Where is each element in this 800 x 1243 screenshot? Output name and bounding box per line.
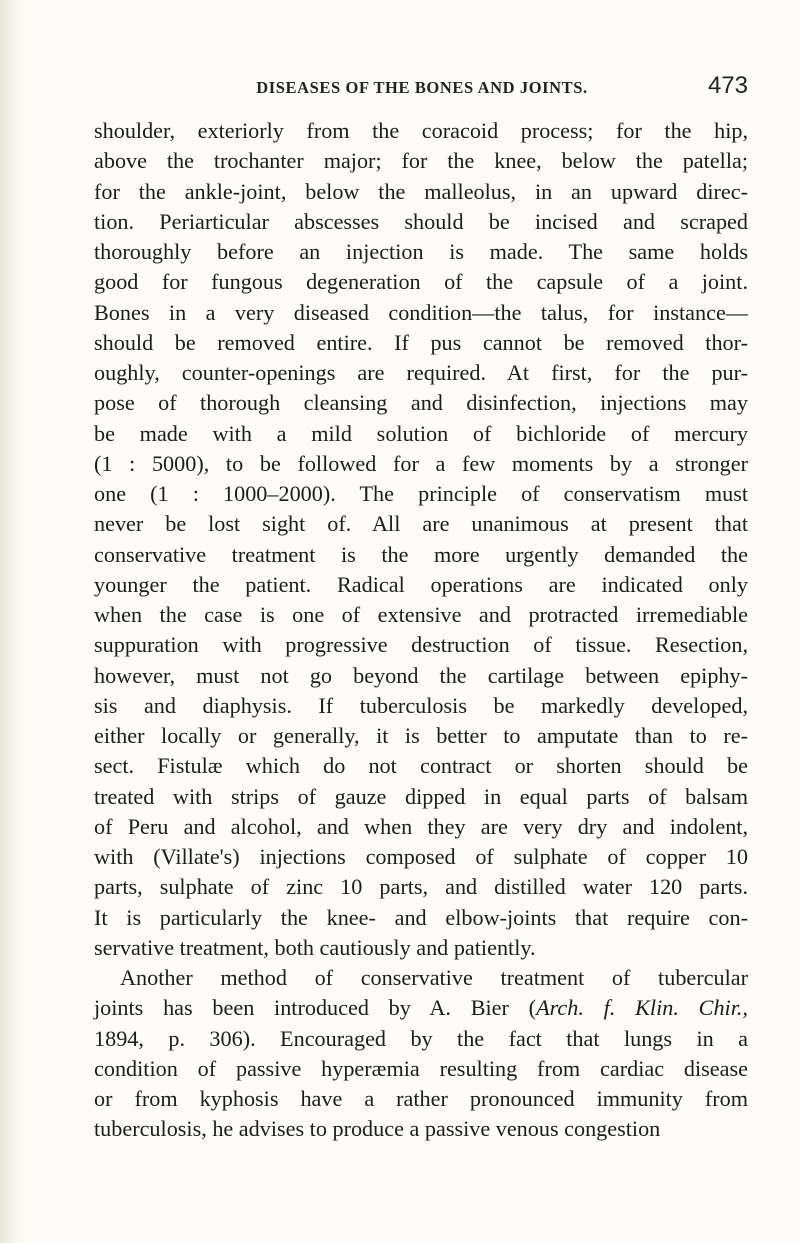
running-head: DISEASES OF THE BONES AND JOINTS. bbox=[256, 78, 588, 97]
text-line: tuberculosis, he advises to produce a passive venous congestion bbox=[94, 1116, 661, 1142]
text-line: tion. Periarticular abscesses should be incised and scraped bbox=[94, 208, 748, 234]
text-line: be made with a mild solution of bichloride of mercury bbox=[94, 420, 748, 446]
text-line: however, must not go beyond the cartilage between epiphy- bbox=[94, 662, 748, 688]
text-line: shoulder, exteriorly from the coracoid process; for the hip, bbox=[94, 118, 748, 143]
citation-journal: Arch. f. Klin. Chir., bbox=[536, 995, 748, 1021]
text-line: condition of passive hyperæmia resulting from cardiac disease bbox=[94, 1055, 748, 1081]
text-line: good for fungous degeneration of the capsule of a joint. bbox=[94, 269, 748, 295]
text-line-paragraph-end: servative treatment, both cautiously and patiently. bbox=[94, 934, 536, 960]
text-line: oughly, counter-openings are required. At first, for the pur- bbox=[94, 360, 748, 385]
text-line: when the case is one of extensive and protracted irremediable bbox=[94, 602, 748, 627]
text-line: thoroughly before an injection is made. The same holds bbox=[94, 239, 748, 264]
text-line: sis and diaphysis. If tuberculosis be markedly developed, bbox=[94, 692, 748, 718]
text-line: with (Villate's) injections composed of sulphate of copper 10 bbox=[94, 844, 748, 869]
page-header bbox=[96, 72, 748, 102]
body-text bbox=[94, 116, 748, 1145]
text-line-with-citation bbox=[94, 993, 748, 1023]
text-line-paragraph-start: Another method of conservative treatment of tubercular bbox=[120, 965, 748, 990]
text-line: one (1 : 1000–2000). The principle of conservatism must bbox=[94, 481, 748, 506]
text-line: treated with strips of gauze dipped in equal parts of balsam bbox=[94, 783, 748, 809]
text-line: It is particularly the knee- and elbow-joints that require con- bbox=[94, 904, 748, 930]
text-line: for the ankle-joint, below the malleolus, in an upward direc- bbox=[94, 178, 748, 204]
text-line: Bones in a very diseased condition—the talus, for instance— bbox=[94, 299, 748, 325]
page-gutter-shadow bbox=[0, 0, 26, 1243]
text-fragment: joints has been introduced by A. Bier ( bbox=[94, 995, 537, 1021]
text-line: pose of thorough cleansing and disinfection, injections may bbox=[94, 390, 748, 416]
text-line: 1894, p. 306). Encouraged by the fact that lungs in a bbox=[94, 1025, 748, 1051]
text-line: should be removed entire. If pus cannot be removed thor- bbox=[94, 329, 748, 355]
text-line: either locally or generally, it is better to amputate than to re- bbox=[94, 723, 748, 748]
text-line: younger the patient. Radical operations are indicated only bbox=[94, 571, 748, 597]
text-line: of Peru and alcohol, and when they are very dry and indolent, bbox=[94, 813, 748, 839]
text-line: parts, sulphate of zinc 10 parts, and distilled water 120 parts. bbox=[94, 874, 748, 900]
text-line: conservative treatment is the more urgently demanded the bbox=[94, 541, 748, 567]
text-line: sect. Fistulæ which do not contract or shorten should be bbox=[94, 753, 748, 779]
text-line: never be lost sight of. All are unanimous at present that bbox=[94, 511, 748, 537]
page-number: 473 bbox=[707, 72, 748, 99]
text-line: suppuration with progressive destruction of tissue. Resection, bbox=[94, 632, 748, 658]
text-line: (1 : 5000), to be followed for a few moments by a stronger bbox=[94, 450, 748, 476]
text-line: or from kyphosis have a rather pronounced immunity from bbox=[94, 1086, 748, 1111]
text-line: above the trochanter major; for the knee, below the patella; bbox=[94, 148, 748, 174]
